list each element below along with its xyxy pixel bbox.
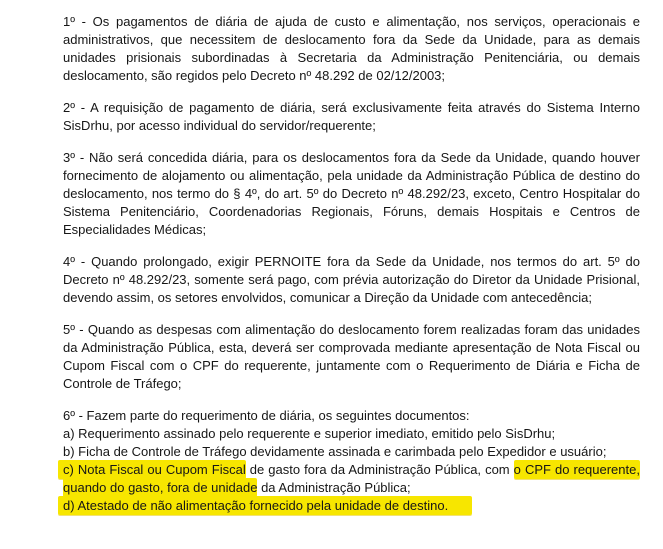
item-c-plain-text-end: da Administração Pública; [257, 480, 411, 495]
list-item-d [63, 497, 640, 515]
list-item-b: b) Ficha de Controle de Tráfego devidamente assinada e carimbada pelo Expedidor e usuário; [63, 444, 607, 459]
section6-intro: 6º - Fazem parte do requerimento de diária, os seguintes documentos: [63, 408, 470, 423]
list-item-a: a) Requerimento assinado pelo requerente e superior imediato, emitido pelo SisDrhu; [63, 426, 556, 441]
highlight-atestado: d) Atestado de não alimentação fornecido pela unidade de destino. [58, 496, 472, 515]
highlighter-underline-stroke [82, 527, 472, 543]
highlight-cpf-requerente: o CPF do requerente, quando do gasto, fora de unidade [63, 462, 640, 495]
highlight-nota-fiscal-cupom: c) Nota Fiscal ou Cupom Fiscal [58, 460, 246, 479]
paragraph-4: 4º - Quando prolongado, exigir PERNOITE fora da Sede da Unidade, nos termos do art. 5º do Decreto nº 48.292/23, somente será pago, com prévia autorização do Diretor da Unidade Prisional, devendo assim, os setores envolvidos, comunicar a Direção da Unidade com antecedência; [63, 254, 640, 305]
item-c-plain-text: de gasto fora da Administração Pública, com [245, 462, 514, 477]
paragraph-2: 2º - A requisição de pagamento de diária, será exclusivamente feita através do Sistema Interno SisDrhu, por acesso individual do servidor/requerente; [63, 100, 640, 133]
list-item-c [63, 461, 640, 497]
paragraph-1: 1º - Os pagamentos de diária de ajuda de custo e alimentação, nos serviços, operacionais e administrativos, que necessitem de deslocamento fora da Sede da Unidade, para as demais unidades prisionais subordinadas à Secretaria da Administração Penitenciária, ou demais deslocamento, são regidos pelo Decreto nº 48.292 de 02/12/2003; [63, 14, 640, 83]
paragraph-5: 5º - Quando as despesas com alimentação do deslocamento forem realizadas foram das unidades da Administração Pública, esta, deverá ser comprovada mediante apresentação de Nota Fiscal ou Cupom Fiscal com o CPF do requerente, juntamente com o Requerimento de Diária e Ficha de Controle de Tráfego; [63, 322, 640, 391]
paragraph-3: 3º - Não será concedida diária, para os deslocamentos fora da Sede da Unidade, quando houver fornecimento de alojamento ou alimentação, pela unidade da Administração Pública de destino do deslocamento, nos termo do § 4º, do art. 5º do Decreto nº 48.292/23, exceto, Centro Hospitalar do Sistema Penitenciário, Coordenadorias Regionais, Fóruns, demais Hospitais e Centros de Especialidades Médicas; [63, 150, 640, 237]
